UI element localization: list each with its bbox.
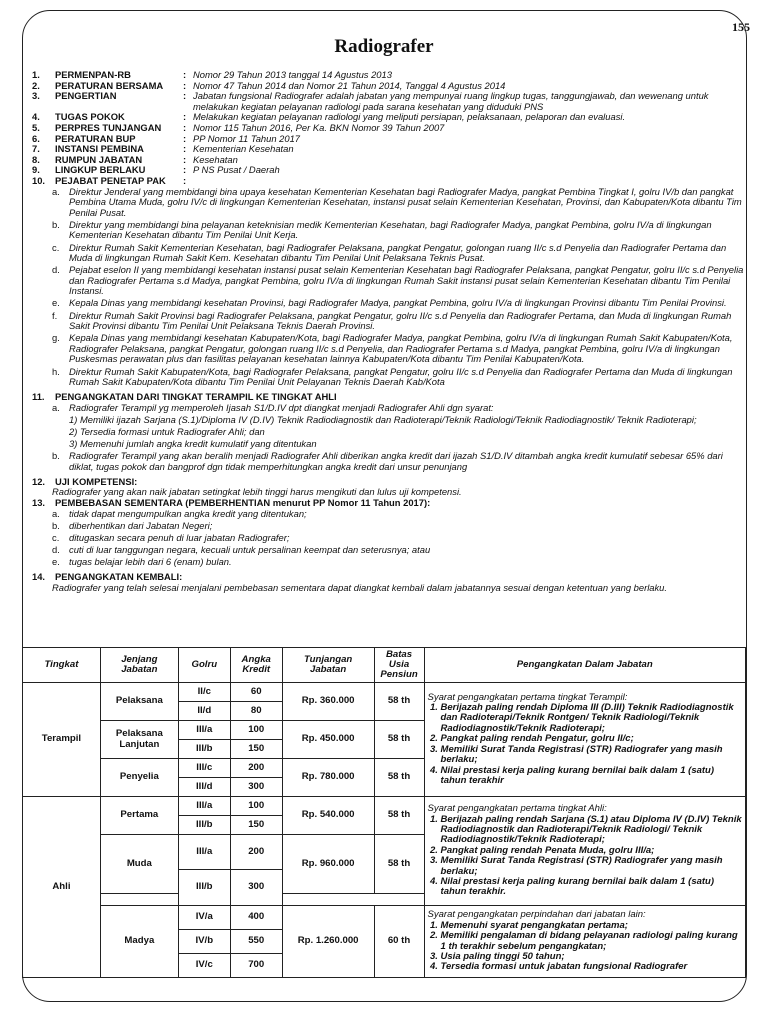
list-item: a. tidak dapat mengumpulkan angka kredit yang ditentukan; — [52, 507, 307, 519]
cell-angka-kredit: 550 — [230, 930, 282, 954]
cell-angka-kredit: 200 — [230, 835, 282, 870]
cell-bup: 58 th — [374, 759, 424, 797]
page-title: Radiografer — [334, 36, 434, 57]
section-11: 11. PENGANGKATAN DARI TINGKAT TERAMPIL KE TINGKAT AHLI a. Radiografer Terampil yg memperoleh Ijasah S1/D.IV dpt diangkat menjadi Radiografer Ahli dgn syarat: 1) Memiliki ijazah Sarjana (S.1)/Diploma IV (D.IV) Teknik Radiodiagnostik dan Radioterapi/Teknik Radiologi/Teknik Radiodiagnostik/ Teknik Radioterapi; 2) Tersedia formasi untuk Radiografer Ahli; dan 3) Memenuhi jumlah angka kredit kumulatif yang ditentukan b. Radiografer Terampil yang akan beralih menjadi Radiografer Ahli diberikan angka kredit dari ijazah S1/D.IV ditambah angka kredit kumulatif sebesar 65% dari diklat, tugas pokok dan bangprof dgn tidak memperhitungkan angka kredit dari unsur penunjang — [32, 392, 744, 472]
cell-golru: III/a — [178, 721, 230, 740]
list-item: 1) Memiliki ijazah Sarjana (S.1)/Diploma IV (D.IV) Teknik Radiodiagnostik dan Radioterapi/Teknik Radiologi/Teknik Radiodiagnostik/ Teknik Radioterapi; — [69, 413, 697, 425]
cell-angka-kredit: 300 — [230, 870, 282, 906]
cell-bup: 58 th — [374, 683, 424, 721]
list-item: b. Direktur yang membidangi bina pelayanan keteknisian medik Kementerian Kesehatan, bagi Radiografer Madya, pangkat Pembina, golru IV/a di lingkungan Kementerian Kesehatan dibantu Tim Penilai Unit Kerja. — [52, 218, 712, 241]
cell-angka-kredit: 400 — [230, 906, 282, 930]
cell-jenjang: Madya — [100, 906, 178, 978]
section-heading: PENGANGKATAN KEMBALI: — [55, 571, 183, 583]
section-text: Radiografer yang telah selesai menjalani pembebasan sementara dapat diangkat kembali dalam jabatannya sesuai dengan ketentuan yang berlaku. — [52, 581, 667, 593]
list-item: e. Kepala Dinas yang membidangi kesehatan Provinsi, bagi Radiografer Madya, pangkat Pembina, golru IV/a di lingkungan Provinsi dibantu Tim Penilai Provinsi. — [52, 297, 727, 309]
cell-golru: III/d — [178, 778, 230, 797]
cell-bup: 60 th — [374, 906, 424, 978]
section-text: Radiografer yang akan naik jabatan setingkat lebih tinggi harus mengikuti dan lulus uji kompetensi. — [52, 486, 462, 498]
list-item: 1. Memenuhi syarat pengangkatan pertama; — [441, 921, 742, 931]
pejabat-list — [52, 187, 744, 388]
list-item: 4. Tersedia formasi untuk jabatan fungsional Radiografer — [441, 962, 742, 972]
field-row: 4. TUGAS POKOK : Melakukan kegiatan pelayanan radiologi yang meliputi persiapan, pelaksanaan, pelaporan dan evaluasi. — [32, 111, 626, 123]
header-tunjangan: Tunjangan Jabatan — [282, 648, 374, 683]
cell-angka-kredit: 60 — [230, 683, 282, 702]
list-item: 3. Memiliki Surat Tanda Registrasi (STR) Radiografer yang masih berlaku; — [441, 745, 742, 766]
cell-golru: IV/a — [178, 906, 230, 930]
cell-tingkat: Terampil — [23, 683, 101, 797]
field-row: 6. PERATURAN BUP : PP Nomor 11 Tahun 2017 — [32, 132, 301, 144]
cell-tingkat: Ahli — [23, 797, 101, 978]
list-item: 2. Memiliki pengalaman di bidang pelayanan radiologi paling kurang 1 th terakhir sebelum pengangkatan; — [441, 931, 742, 952]
cell-golru: IV/b — [178, 930, 230, 954]
list-item: a. Radiografer Terampil yg memperoleh Ijasah S1/D.IV dpt diangkat menjadi Radiografer Ahli dgn syarat: — [52, 401, 494, 413]
list-item: 3. Usia paling tinggi 50 tahun; — [441, 952, 742, 962]
cell-jenjang: Pelaksana Lanjutan — [100, 721, 178, 759]
list-item: 3) Memenuhi jumlah angka kredit kumulatif yang ditentukan — [69, 438, 317, 450]
list-item: g. Kepala Dinas yang membidangi kesehatan Kabupaten/Kota, bagi Radiografer Madya, pangkat Pembina, golru IV/a di lingkungan Rumah Sakit Kabupaten/Kota, Radiografer Pelaksana, pangkat Pengatur, golongan ruang II/c s.d Penyelia, dan Radiografer Pertama s.d Madya, pangkat Pembina, golru IV/a di lingkungan Puskesmas perawatan plus dan fasilitas pelayanan kesehatan lainnya Kabupaten/Kota dibantu Tim Penilai Kabupaten/Kota. — [52, 332, 733, 365]
cell-tunjangan: Rp. 540.000 — [282, 797, 374, 835]
field-row: 10. PEJABAT PENETAP PAK : — [32, 174, 187, 186]
field-row: 3. PENGERTIAN : Jabatan fungsional Radiografer adalah jabatan yang mempunyai ruang lingkup tugas, tanggungjawab, dan wewenang untuk melakukan kegiatan pelayanan radiologi pada sarana kesehatan yang diduduki PNS — [32, 90, 709, 112]
cell-tunjangan: Rp. 780.000 — [282, 759, 374, 797]
cell-angka-kredit: 100 — [230, 721, 282, 740]
cell-requirements-ahli: Syarat pengangkatan pertama tingkat Ahli: 1. Berijazah paling rendah Sarjana (S.1) atau Diploma IV (D.IV) Teknik Radiodiagnostik dan Radioterapi/Teknik Radiologi/ Teknik Radiodiagnostik/Teknik Radioterapi; 2. Pangkat paling rendah Penata Muda, golru III/a; 3. Memiliki Surat Tanda Registrasi (STR) Radiografer yang masih berlaku; 4. Nilai prestasi kerja paling kurang bernilai baik dalam 1 (satu) tahun terakhir. — [424, 797, 745, 906]
section-heading: PENGANGKATAN DARI TINGKAT TERAMPIL KE TINGKAT AHLI — [55, 391, 337, 403]
cell-jenjang: Penyelia — [100, 759, 178, 797]
cell-angka-kredit: 700 — [230, 954, 282, 978]
cell-golru: II/c — [178, 683, 230, 702]
header-angka-kredit: Angka Kredit — [230, 648, 282, 683]
list-item: 4. Nilai prestasi kerja paling kurang bernilai baik dalam 1 (satu) tahun terakhir — [441, 766, 742, 787]
field-row: 9. LINGKUP BERLAKU : P NS Pusat / Daerah — [32, 164, 280, 176]
cell-golru: II/d — [178, 702, 230, 721]
header-golru: Golru — [178, 648, 230, 683]
cell-requirements-perpindahan: Syarat pengangkatan perpindahan dari jabatan lain: 1. Memenuhi syarat pengangkatan pertama; 2. Memiliki pengalaman di bidang pelayanan radiologi paling kurang 1 th terakhir sebelum pengangkatan; 3. Usia paling tinggi 50 tahun; 4. Tersedia formasi untuk jabatan fungsional Radiografer — [424, 906, 745, 978]
cell-angka-kredit: 300 — [230, 778, 282, 797]
cell-angka-kredit: 100 — [230, 797, 282, 816]
cell-golru: III/b — [178, 870, 230, 906]
list-item: c. ditugaskan secara penuh di luar jabatan Radiografer; — [52, 531, 290, 543]
field-row: 5. PERPRES TUNJANGAN : Nomor 115 Tahun 2016, Per Ka. BKN Nomor 39 Tahun 2007 — [32, 121, 445, 133]
cell-angka-kredit: 150 — [230, 740, 282, 759]
cell-golru: III/b — [178, 816, 230, 835]
list-item: 3. Memiliki Surat Tanda Registrasi (STR) Radiografer yang masih berlaku; — [441, 856, 742, 877]
list-item: 2) Tersedia formasi untuk Radiografer Ahli; dan — [69, 426, 265, 437]
sub-list — [69, 415, 744, 450]
list-item: b. Radiografer Terampil yang akan beralih menjadi Radiografer Ahli diberikan angka kredit dari ijazah S1/D.IV ditambah angka kredit kumulatif sebesar 65% dari diklat, tugas pokok dan bangprof dgn tidak memperhitungkan angka kredit dari unsur penunjang — [52, 450, 723, 472]
header-bup: Batas Usia Pensiun — [374, 648, 424, 683]
table-row — [23, 906, 746, 930]
list-item: 4. Nilai prestasi kerja paling kurang bernilai baik dalam 1 (satu) tahun terakhir. — [441, 877, 742, 898]
list-item: d. Pejabat eselon II yang membidangi kesehatan instansi pusat selain Kementerian Kesehatan bagi Radiografer Pelaksana, pangkat Pengatur, golru II/c s.d Penyelia dan Radiografer Pertama s.d Madya, pangkat Pembina, golru IV/a di lingkungan Rumah Sakit instansi pusat selain Kementerian Kesehatan dibantu Tim Penilai Instansi. — [52, 264, 744, 297]
cell-tunjangan: Rp. 960.000 — [282, 835, 374, 894]
field-row: 2. PERATURAN BERSAMA : Nomor 47 Tahun 2014 dan Nomor 21 Tahun 2014, Tanggal 4 Agustus 2014 — [32, 79, 506, 91]
field-row: 7. INSTANSI PEMBINA : Kementerian Kesehatan — [32, 143, 294, 155]
cell-bup: 58 th — [374, 721, 424, 759]
table-header-row — [23, 648, 746, 683]
document-body — [32, 70, 744, 593]
cell-jenjang: Muda — [100, 835, 178, 894]
cell-golru: III/b — [178, 740, 230, 759]
cell-requirements-terampil: Syarat pengangkatan pertama tingkat Terampil: 1. Berijazah paling rendah Diploma III (D.III) Teknik Radiodiagnostik dan Radioterapi/Teknik Rontgen/ Teknik Radiologi/Teknik Radiodiagnostik/Teknik Radioterapi; 2. Pangkat paling rendah Pengatur, golru II/c; 3. Memiliki Surat Tanda Registrasi (STR) Radiografer yang masih berlaku; 4. Nilai prestasi kerja paling kurang bernilai baik dalam 1 (satu) tahun terakhir — [424, 683, 745, 797]
cell-angka-kredit: 80 — [230, 702, 282, 721]
list-item: b. diberhentikan dari Jabatan Negeri; — [52, 519, 213, 531]
page-number: 155 — [732, 20, 750, 34]
section-13: 13. PEMBEBASAN SEMENTARA (PEMBERHENTIAN menurut PP Nomor 11 Tahun 2017): a. tidak dapat mengumpulkan angka kredit yang ditentukan; b. diberhentikan dari Jabatan Negeri; c. ditugaskan secara penuh di luar jabatan Radiografer; d. cuti di luar tanggungan negara, kecuali untuk persalinan keempat dan seterusnya; atau e. tugas belajar lebih dari 6 (enam) bulan. — [32, 498, 744, 568]
section-heading: UJI KOMPETENSI: — [55, 475, 138, 487]
field-list — [32, 70, 744, 187]
cell-golru: IV/c — [178, 954, 230, 978]
list-item: 2. Pangkat paling rendah Pengatur, golru II/c; — [441, 734, 742, 744]
field-row: 8. RUMPUN JABATAN : Kesehatan — [32, 153, 238, 165]
cell-golru: III/c — [178, 759, 230, 778]
jenjang-table — [22, 647, 746, 978]
list-item: f. Direktur Rumah Sakit Provinsi bagi Radiografer Pelaksana, pangkat Pengatur, golru II/c s.d Penyelia dan Radiografer Pertama, dan Muda di lingkungan Rumah Sakit Provinsi dibantu Tim Penilai Unit Pelaksana Teknis Daerah Provinsi. — [52, 309, 732, 332]
field-row: 1. PERMENPAN-RB : Nomor 29 Tahun 2013 tanggal 14 Agustus 2013 — [32, 69, 392, 80]
header-pengangkatan: Pengangkatan Dalam Jabatan — [424, 648, 745, 683]
header-tingkat: Tingkat — [23, 648, 101, 683]
list-item: h. Direktur Rumah Sakit Kabupaten/Kota, bagi Radiografer Pelaksana, pangkat Pengatur, golru II/c s.d Penyelia dan Radiografer Pertama dan Muda di lingkungan Rumah Sakit Kabupaten/Kota dibantu Tim Penilai Unit Pelayanan Teknis Daerah Kab/Kota — [52, 365, 733, 388]
cell-golru: III/a — [178, 797, 230, 816]
list-item: c. Direktur Rumah Sakit Kementerian Kesehatan, bagi Radiografer Pelaksana, pangkat Pengatur, golongan ruang II/c s.d Penyelia dan Radiografer Pertama dan Muda di lingkungan Rumah Sakit Kem. Kesehatan dibantu Tim Penilai Unit Pelaksana Teknis Pusat. — [52, 241, 727, 264]
list-item: 2. Pangkat paling rendah Penata Muda, golru III/a; — [441, 846, 742, 856]
cell-tunjangan: Rp. 450.000 — [282, 721, 374, 759]
cell-tunjangan: Rp. 1.260.000 — [282, 906, 374, 978]
cell-angka-kredit: 200 — [230, 759, 282, 778]
header-jenjang: Jenjang Jabatan — [100, 648, 178, 683]
table-row — [23, 797, 746, 816]
cell-angka-kredit: 150 — [230, 816, 282, 835]
list-item: 1. Berijazah paling rendah Sarjana (S.1) atau Diploma IV (D.IV) Teknik Radiodiagnostik dan Radioterapi/Teknik Radiologi/ Teknik Radiodiagnostik/Teknik Radioterapi; — [441, 815, 742, 846]
cell-jenjang: Pelaksana — [100, 683, 178, 721]
section-12: 12. UJI KOMPETENSI: Radiografer yang akan naik jabatan setingkat lebih tinggi harus mengikuti dan lulus uji kompetensi. — [32, 477, 744, 498]
cell-jenjang: Pertama — [100, 797, 178, 835]
cell-tunjangan: Rp. 360.000 — [282, 683, 374, 721]
cell-bup: 58 th — [374, 797, 424, 835]
list-item: a. Direktur Jenderal yang membidangi bina upaya kesehatan Kementerian Kesehatan bagi Radiografer Madya, pangkat Pembina Tingkat I, golru IV/b dan pangkat Pembina Utama Muda, golru IV/c di lingkungan Kementerian Kesehatan, instansi pusat selain Kementerian Kesehatan, Provinsi, dan Kabupaten/Kota dibantu Tim Penilai Pusat. — [52, 185, 742, 218]
list-item: 1. Berijazah paling rendah Diploma III (D.III) Teknik Radiodiagnostik dan Radioterapi/Teknik Rontgen/ Teknik Radiologi/Teknik Radiodiagnostik/Teknik Radioterapi; — [441, 703, 742, 734]
section-heading: PEMBEBASAN SEMENTARA (PEMBERHENTIAN menurut PP Nomor 11 Tahun 2017): — [55, 497, 431, 509]
table-row — [23, 683, 746, 702]
section-14: 14. PENGANGKATAN KEMBALI: Radiografer yang telah selesai menjalani pembebasan sementara dapat diangkat kembali dalam jabatannya sesuai dengan ketentuan yang berlaku. — [32, 572, 744, 593]
cell-bup: 58 th — [374, 835, 424, 894]
list-item: e. tugas belajar lebih dari 6 (enam) bulan. — [52, 556, 232, 568]
list-item: d. cuti di luar tanggungan negara, kecuali untuk persalinan keempat dan seterusnya; atau — [52, 543, 431, 555]
cell-golru: III/a — [178, 835, 230, 870]
